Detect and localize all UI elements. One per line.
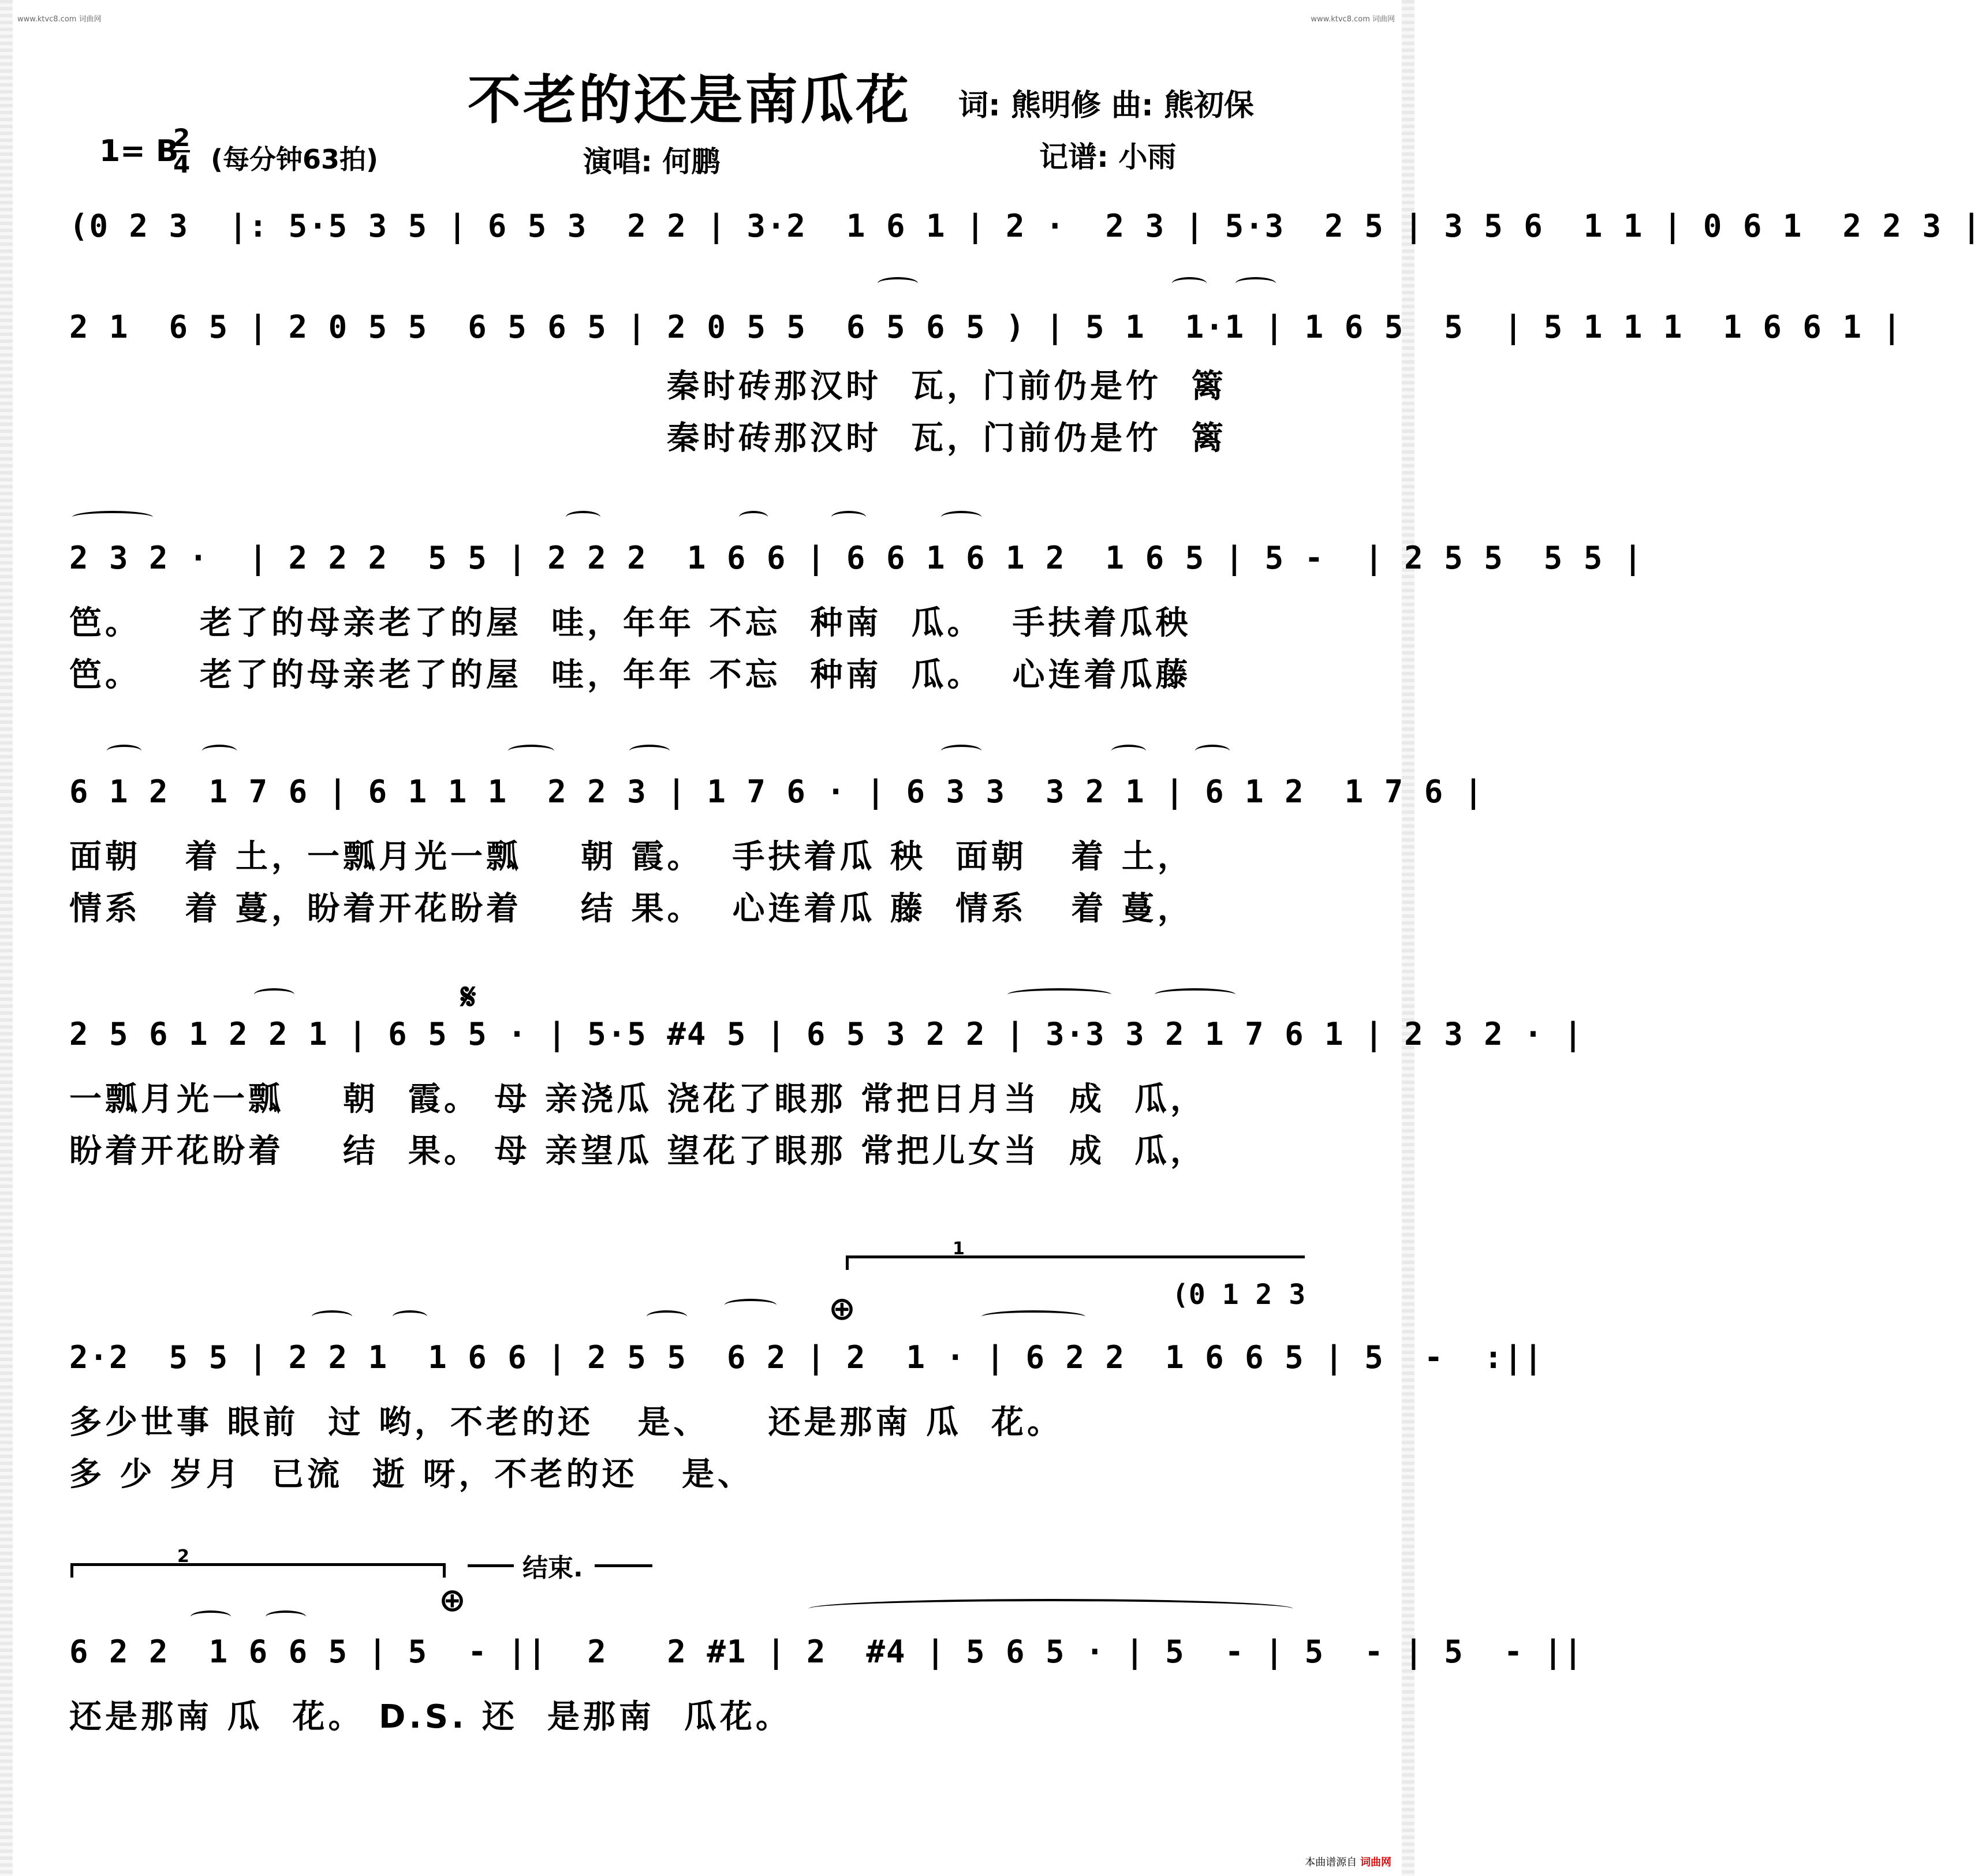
slur [72, 511, 153, 524]
lyric-line-1a: 秦时砖那汉时 瓦，门前仍是竹 篱 [667, 368, 1227, 405]
long-slur [808, 1599, 1293, 1619]
slur [1195, 745, 1230, 757]
slur [508, 745, 554, 757]
lyric-line-1b: 秦时砖那汉时 瓦，门前仍是竹 篱 [667, 420, 1227, 457]
notation-line-4: 6 1 2 1 7 6 | 6 1 1 1 2 2 3 | 1 7 6 · | 6 3 3 3 2 1 | 6 1 2 1 7 6 | [69, 773, 1484, 810]
time-signature [173, 126, 190, 177]
transcriber-credit: 记谱: 小雨 [1039, 140, 1177, 174]
left-border-pattern [0, 0, 13, 1876]
lyric-line-4a: 一瓢月光一瓢 朝 霞。 母 亲浇瓜 浇花了眼那 常把日月当 成 瓜， [69, 1081, 1206, 1118]
ending-rule-left [468, 1564, 514, 1567]
slur [1111, 745, 1146, 757]
lyric-line-3a: 面朝 着 土，一瓢月光一瓢 朝 霞。 手扶着瓜 秧 面朝 着 土， [69, 838, 1193, 876]
slur [1007, 988, 1111, 1001]
right-border-pattern [1402, 0, 1414, 1876]
slur [254, 988, 294, 1001]
notation-line-7: 6 2 2 1 6 6 5 | 5 - || 2 2 #1 | 2 #4 | 5 6 5 · | 5 - | 5 - | 5 - || [69, 1634, 1584, 1670]
time-signature-top: 2 [173, 124, 191, 152]
slur [739, 511, 768, 524]
watermark-left: www.ktvc8.com 词曲网 [17, 15, 102, 24]
watermark-right: www.ktvc8.com 词曲网 [1311, 15, 1395, 24]
slur [725, 1299, 777, 1311]
first-ending-bracket [846, 1239, 1305, 1270]
slur [1155, 988, 1236, 1001]
slur [266, 1610, 306, 1623]
slur [566, 511, 600, 524]
notation-line-2: 2 1 6 5 | 2 0 5 5 6 5 6 5 | 2 0 5 5 6 5 6 5 ) | 5 1 1·1 | 1 6 5 5 | 5 1 1 1 1 6 6 1 | [69, 309, 1902, 345]
slur [191, 1610, 231, 1623]
second-ending-number: 2 [177, 1546, 189, 1567]
slur [941, 511, 981, 524]
slur [393, 1310, 427, 1323]
slur [981, 1310, 1085, 1323]
lyric-line-2b: 笆。 老了的母亲老了的屋 哇，年年 不忘 种南 瓜。 心连着瓜藤 [69, 656, 1192, 694]
lyric-line-2a: 笆。 老了的母亲老了的屋 哇，年年 不忘 种南 瓜。 手扶着瓜秧 [69, 604, 1192, 642]
slur [312, 1310, 352, 1323]
notation-line-3: 2 3 2 · | 2 2 2 5 5 | 2 2 2 1 6 6 | 6 6 1 6 1 2 1 6 5 | 5 - | 2 5 5 5 5 | [69, 540, 1644, 576]
slur [647, 1310, 687, 1323]
credits: 词: 熊明修 曲: 熊初保 [958, 88, 1254, 123]
slur [107, 745, 141, 757]
slur [1236, 277, 1276, 290]
ending-label: 结束. [522, 1553, 583, 1583]
footer-site: 词曲网 [1360, 1856, 1391, 1868]
footer-left: 本曲谱源自 [1305, 1856, 1357, 1868]
slur [629, 745, 670, 757]
slur [202, 745, 237, 757]
lyric-line-5a: 多少世事 眼前 过 哟，不老的还 是、 还是那南 瓜 花。 [69, 1404, 1063, 1441]
slur [941, 745, 981, 757]
lyric-line-3b: 情系 着 蔓，盼着开花盼着 结 果。 心连着瓜 藤 情系 着 蔓， [69, 890, 1193, 928]
song-title: 不老的还是南瓜花 [468, 69, 912, 131]
notation-line-1: (0 2 3 |: 5·5 3 5 | 6 5 3 2 2 | 3·2 1 6 1 | 2 · 2 3 | 5·3 2 5 | 3 5 6 1 1 | 0 6 1 2 2 3 | [69, 208, 1982, 244]
singer-credit: 演唱: 何鹏 [583, 145, 721, 178]
key-signature: 1= B [99, 134, 179, 169]
repeat-pickup: (0 1 2 3 [1172, 1279, 1306, 1311]
slur [831, 511, 866, 524]
tempo-marking: (每分钟63拍) [211, 144, 379, 175]
lyric-line-6: 还是那南 瓜 花。 D.S. 还 是那南 瓜花。 [69, 1698, 792, 1736]
lyric-line-4b: 盼着开花盼着 结 果。 母 亲望瓜 望花了眼那 常把儿女当 成 瓜， [69, 1133, 1206, 1170]
segno-sign: 𝄋 [461, 976, 476, 1018]
coda-sign-2: ⊕ [439, 1582, 466, 1619]
footer-source [1305, 1854, 1391, 1869]
coda-sign: ⊕ [828, 1290, 856, 1328]
ending-rule-right [595, 1564, 652, 1567]
second-ending-bracket [70, 1546, 446, 1578]
slur [1172, 277, 1207, 290]
notation-line-5: 2 5 6 1 2 2 1 | 6 5 5 · | 5·5 #4 5 | 6 5 3 2 2 | 3·3 3 2 1 7 6 1 | 2 3 2 · | [69, 1016, 1584, 1052]
time-signature-bottom: 4 [173, 150, 191, 178]
first-ending-number: 1 [953, 1239, 965, 1259]
slur [878, 277, 918, 290]
notation-line-6: 2·2 5 5 | 2 2 1 1 6 6 | 2 5 5 6 2 | 2 1 · | 6 2 2 1 6 6 5 | 5 - :|| [69, 1339, 1544, 1376]
lyric-line-5b: 多 少 岁月 已流 逝 呀，不老的还 是、 [69, 1456, 753, 1493]
